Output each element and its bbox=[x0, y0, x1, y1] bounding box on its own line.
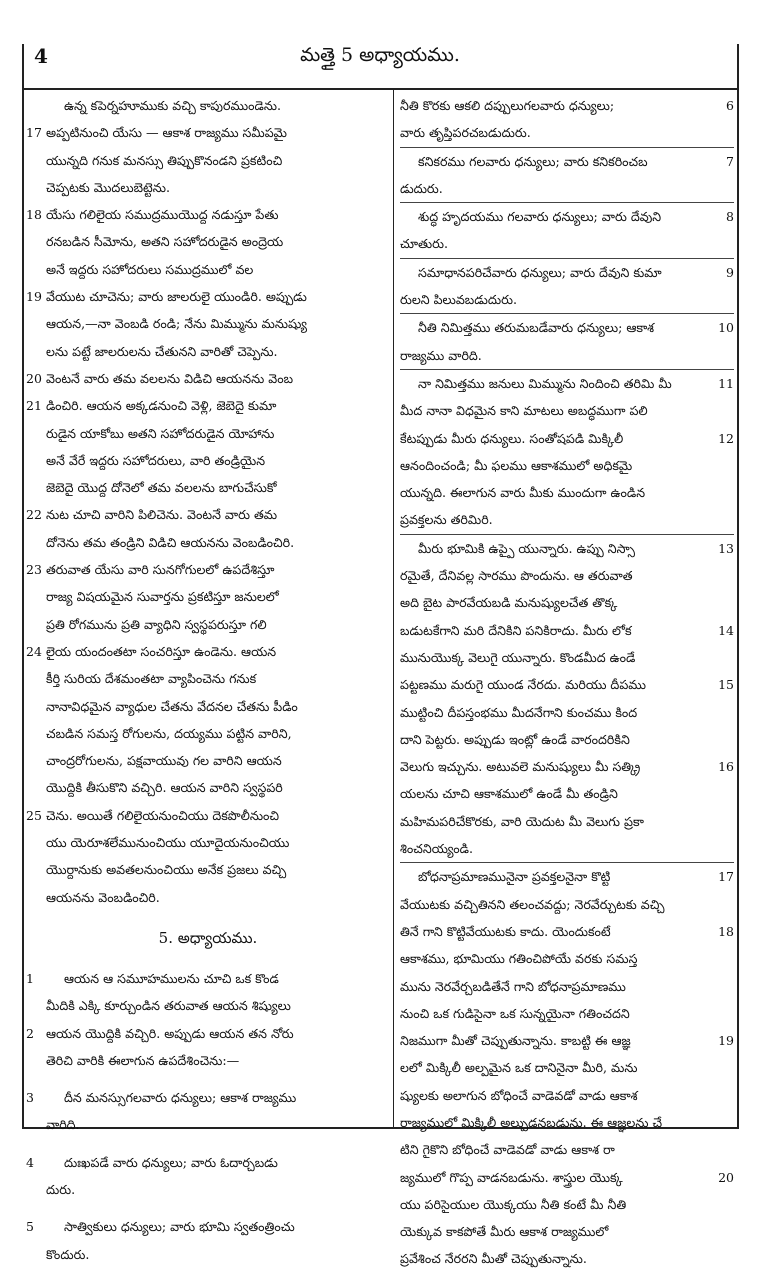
text-line bbox=[26, 638, 390, 665]
verse-text: రమైతే, దేనివల్ల సారము పొందును. ఆ తరువాత bbox=[400, 568, 633, 584]
verse-text: మీరు భూమికి ఉప్పై యున్నారు. ఉప్పు నిస్సా bbox=[418, 540, 635, 556]
verse-text: మీద నానా విధమైన కాని మాటలు అబద్ధముగా పలి bbox=[400, 403, 648, 419]
text-line bbox=[26, 829, 390, 856]
verse-text: అనే వేరే ఇద్దరు సహోదరులు, వారి తండ్రియైన bbox=[46, 452, 266, 468]
verse-text: యు పరిసైయుల యొక్కయు నీతి కంటే మీ నీతి bbox=[400, 1196, 627, 1212]
text-line bbox=[400, 562, 734, 589]
verse-text: డుదురు. bbox=[400, 180, 443, 196]
text-line bbox=[400, 589, 734, 616]
column-divider bbox=[393, 90, 394, 1127]
verse-text: ఆయన ఆ సమూహములను చూచి ఒక కొండ bbox=[64, 970, 279, 986]
verse-text: ప్రతి రోగమును ప్రతి వ్యాధిని స్వస్థపరుస్తూ గలి bbox=[46, 616, 267, 632]
text-line bbox=[400, 452, 734, 479]
verse-text: అప్పటినుంచి యేసు — ఆకాశ రాజ్యము సమీపమై bbox=[46, 125, 287, 141]
text-line bbox=[400, 1136, 734, 1163]
verse-number: 24 bbox=[26, 643, 42, 659]
verse-text: ఆయన యొద్దికి వచ్చిరి. అప్పుడు ఆయన తన నోరు bbox=[46, 1025, 294, 1041]
verse-text: వేయుట చూచెను; వారు జాలరులై యుండిరి. అప్పుడు bbox=[46, 289, 307, 305]
verse-text: లైయ యందంతటా సంచరిస్తూ ఉండెను. ఆయన bbox=[46, 643, 277, 659]
text-line bbox=[26, 92, 390, 119]
text-line bbox=[26, 338, 390, 365]
text-line bbox=[26, 283, 390, 310]
text-line bbox=[26, 884, 390, 911]
verse-text: దీన మనస్సుగలవారు ధన్యులు; ఆకాశ రాజ్యము bbox=[64, 1090, 297, 1106]
text-line bbox=[400, 891, 734, 918]
text-line bbox=[400, 1218, 734, 1245]
text-line bbox=[26, 1084, 390, 1111]
verse-text: చూతురు. bbox=[400, 236, 448, 252]
verse-number: 23 bbox=[26, 562, 42, 578]
text-line bbox=[400, 175, 734, 202]
text-line bbox=[26, 119, 390, 146]
verse-number: 9 bbox=[726, 264, 734, 280]
verse-text: వెలుగు ఇచ్చును. అటువలె మనుష్యులు మీ సత్క్రి bbox=[400, 759, 641, 775]
text-line bbox=[26, 611, 390, 638]
verse-text: యొద్దికి తీసుకొని వచ్చిరి. ఆయన వారిని స్వస్థపరి bbox=[46, 780, 283, 796]
verse-number: 21 bbox=[26, 398, 42, 414]
text-line bbox=[400, 671, 734, 698]
text-line bbox=[400, 479, 734, 506]
verse-text: చెప్పటకు మొదలుబెట్టెను. bbox=[46, 179, 170, 195]
text-line bbox=[26, 420, 390, 447]
verse-number: 8 bbox=[726, 209, 734, 225]
verse-text: అనే ఇద్దరు సహోదరులు సముద్రములో వల bbox=[46, 261, 254, 277]
verse-text: జెబెదై యొద్ద దోనెలో తమ వలలను బాగుచేసుకో bbox=[46, 480, 277, 496]
page-number: 4 bbox=[34, 44, 48, 68]
verse-text: అది బైట పారవేయబడి మనుష్యులచేత తొక్క bbox=[400, 595, 618, 611]
paragraph-gap bbox=[26, 1074, 390, 1084]
verse-text: ఆయనను వెంబడించిరి. bbox=[46, 889, 160, 905]
verse-text: మునుయొక్క వెలుగై యున్నారు. కొండమీద ఉండే bbox=[400, 649, 636, 665]
text-line bbox=[26, 665, 390, 692]
text-line bbox=[400, 92, 734, 119]
text-line bbox=[400, 425, 734, 452]
text-line bbox=[400, 119, 734, 146]
verse-number: 10 bbox=[718, 320, 734, 336]
verse-number: 20 bbox=[718, 1169, 734, 1185]
verse-number: 18 bbox=[718, 923, 734, 939]
verse-text: ప్రవేశించ నేరరని మీతో చెప్పుతున్నాను. bbox=[400, 1251, 587, 1267]
text-line bbox=[400, 1191, 734, 1218]
text-line bbox=[26, 174, 390, 201]
verse-number: 17 bbox=[26, 125, 42, 141]
verse-text: మును నెరవేర్చబడితేనే గాని బోధనాప్రమాణము bbox=[400, 978, 626, 994]
verse-text: ఉన్న కపెర్నహూముకు వచ్చి కాపురముండెను. bbox=[64, 98, 282, 113]
text-line bbox=[26, 501, 390, 528]
verse-text: దురు. bbox=[46, 1181, 76, 1197]
verse-text: సాత్వికులు ధన్యులు; వారు భూమి స్వతంత్రించు bbox=[64, 1219, 295, 1235]
verse-text: యెక్కువ కాకపోతే మీరు ఆకాశ రాజ్యములో bbox=[400, 1224, 609, 1240]
verse-text: నా నిమిత్తము జనులు మిమ్మును నిందించి తరిమి మీ bbox=[418, 375, 672, 391]
text-line bbox=[400, 230, 734, 257]
verse-text: చబడిన సమస్త రోగులను, దయ్యము పట్టిన వారిని, bbox=[46, 725, 292, 741]
text-line bbox=[400, 780, 734, 807]
text-line bbox=[26, 1047, 390, 1074]
text-line bbox=[26, 693, 390, 720]
verse-text: నిజముగా మీతో చెప్పుతున్నాను. కాబట్టి ఈ ఆజ్ఞ bbox=[400, 1033, 631, 1049]
text-line bbox=[400, 1054, 734, 1081]
verse-text: తరువాత యేసు వారి సునగోగులలో ఉపదేశిస్తూ bbox=[46, 562, 275, 578]
text-line bbox=[26, 965, 390, 992]
paragraph-gap bbox=[26, 1203, 390, 1213]
text-line bbox=[26, 1149, 390, 1176]
text-line bbox=[400, 148, 734, 175]
verse-number: 7 bbox=[726, 153, 734, 169]
verse-text: దాని పెట్టరు. అప్పుడు ఇంట్లో ఉండే వారందరికిని bbox=[400, 731, 630, 747]
verse-text: లను పట్టే జాలరులను చేతునని వారితో చెప్పెను. bbox=[46, 343, 278, 359]
text-line bbox=[400, 397, 734, 424]
text-line bbox=[26, 802, 390, 829]
text-line bbox=[26, 392, 390, 419]
verse-text: తెరిచి వారికి ఈలాగున ఉపదేశించెను:— bbox=[46, 1052, 240, 1068]
text-line bbox=[400, 617, 734, 644]
chapter-heading: 5. అధ్యాయము. bbox=[158, 928, 258, 947]
text-line bbox=[400, 753, 734, 780]
text-line bbox=[26, 147, 390, 174]
verse-text: ప్రవక్తలను తరిమిరి. bbox=[400, 512, 493, 528]
text-line bbox=[26, 747, 390, 774]
verse-text: టిని గైకొని బోధించే వాడెవడో వాడు ఆకాశ రా bbox=[400, 1142, 615, 1158]
text-line bbox=[400, 1109, 734, 1136]
verse-text: యున్నది. ఈలాగున వారు మీకు ముందుగా ఉండిన bbox=[400, 485, 646, 501]
verse-text: చెను. అయితే గలిలైయనుంచియు దెకపొలీనుంచి bbox=[46, 807, 280, 823]
verse-text: ఆకాశము, భూమియు గతించిపోయే వరకు సమస్త bbox=[400, 951, 638, 967]
verse-text: కొందురు. bbox=[46, 1246, 90, 1262]
header-rule bbox=[22, 88, 739, 90]
text-line bbox=[26, 992, 390, 1019]
text-line bbox=[400, 1082, 734, 1109]
verse-number: 17 bbox=[718, 869, 734, 885]
verse-number: 3 bbox=[26, 1090, 34, 1106]
page-title: మత్తై 5 అధ్యాయము. bbox=[300, 44, 460, 66]
verse-text: కనికరము గలవారు ధన్యులు; వారు కనికరించబ bbox=[418, 153, 648, 169]
text-line bbox=[26, 529, 390, 556]
text-line bbox=[26, 1213, 390, 1240]
right-text-column bbox=[400, 92, 734, 1273]
verse-number: 25 bbox=[26, 807, 42, 823]
text-line bbox=[26, 310, 390, 337]
verse-text: యు యెరూశలేమునుంచియు యూదైయనుంచియు bbox=[46, 835, 290, 851]
verse-text: నీతి నిమిత్తము తరుమబడేవారు ధన్యులు; ఆకాశ bbox=[418, 320, 655, 336]
text-line bbox=[400, 342, 734, 369]
text-line bbox=[400, 1245, 734, 1272]
verse-text: వారు తృప్తిపరచబడుదురు. bbox=[400, 125, 531, 141]
verse-number: 20 bbox=[26, 370, 42, 386]
verse-text: యొర్దానుకు అవతలనుంచియు అనేక ప్రజలు వచ్చి bbox=[46, 862, 287, 878]
text-line bbox=[400, 863, 734, 890]
text-line bbox=[26, 583, 390, 610]
text-line bbox=[400, 370, 734, 397]
text-line bbox=[400, 506, 734, 533]
verse-text: డించిరి. ఆయన అక్కడనుంచి వెళ్లి, జెబెదై కుమా bbox=[46, 398, 277, 414]
verse-text: శించనియ్యండి. bbox=[400, 841, 473, 857]
paragraph-gap bbox=[26, 1139, 390, 1149]
verse-text: రాజ్యము వారిది. bbox=[400, 347, 482, 363]
verse-number: 4 bbox=[26, 1154, 34, 1170]
text-line bbox=[400, 535, 734, 562]
verse-text: వెంటనే వారు తమ వలలను విడిచి ఆయనను వెంబ bbox=[46, 370, 294, 386]
text-line bbox=[26, 1176, 390, 1203]
verse-text: ఆయన,—నా వెంబడి రండి; నేను మిమ్మును మనుష్యు bbox=[46, 316, 307, 332]
verse-text: యలను చూచి ఆకాశములో ఉండే మీ తండ్రిని bbox=[400, 786, 618, 802]
text-line bbox=[400, 726, 734, 753]
text-line bbox=[26, 856, 390, 883]
verse-text: ముట్టించి దీపస్తంభము మీదనేగాని కుంచము కింద bbox=[400, 704, 638, 720]
text-line bbox=[400, 699, 734, 726]
verse-text: రాజ్య విషయమైన సువార్తను ప్రకటిస్తూ జనులలో bbox=[46, 589, 279, 605]
verse-text: నుంచి ఒక గుడిసైనా ఒక సున్నయైనా గతించదని bbox=[400, 1005, 630, 1021]
verse-text: మహిమపరిచేకొరకు, వారి యెదుట మీ వెలుగు ప్రకా bbox=[400, 813, 644, 829]
verse-text: శుద్ధ హృదయము గలవారు ధన్యులు; వారు దేవుని bbox=[418, 209, 662, 225]
verse-number: 5 bbox=[26, 1219, 34, 1235]
text-line bbox=[26, 1111, 390, 1138]
verse-number: 16 bbox=[718, 759, 734, 775]
verse-number: 13 bbox=[718, 540, 734, 556]
text-line bbox=[400, 314, 734, 341]
verse-number: 12 bbox=[718, 430, 734, 446]
page-frame-right bbox=[737, 44, 739, 1129]
verse-text: చాంద్రరోగులను, పక్షవాయువు గల వారిని ఆయన bbox=[46, 753, 282, 769]
verse-text: తినే గాని కొట్టివేయుటకు కాదు. యెందుకంటే bbox=[400, 923, 611, 939]
text-line bbox=[400, 1164, 734, 1191]
text-line bbox=[400, 973, 734, 1000]
verse-text: దుఃఖపడే వారు ధన్యులు; వారు ఓదార్చబడు bbox=[64, 1154, 278, 1170]
verse-text: మీదికి ఎక్కి కూర్చుండిన తరువాత ఆయన శిష్యులు bbox=[46, 998, 291, 1014]
verse-number: 1 bbox=[26, 970, 34, 986]
text-line bbox=[400, 945, 734, 972]
text-line bbox=[26, 365, 390, 392]
text-line bbox=[400, 1000, 734, 1027]
text-line bbox=[400, 918, 734, 945]
verse-text: ష్యులకు అలాగున బోధించే వాడెవడో వాడు ఆకాశ bbox=[400, 1087, 638, 1103]
text-line bbox=[26, 556, 390, 583]
verse-text: రాజ్యములో మిక్కిలీ అల్పుడనబడును. ఈ ఆజ్ఞలను చే bbox=[400, 1114, 663, 1130]
text-line bbox=[400, 644, 734, 671]
text-line bbox=[400, 835, 734, 862]
verse-text: కేటప్పుడు మీరు ధన్యులు. సంతోషపడి మిక్కిలీ bbox=[400, 430, 624, 446]
verse-text: వేయుటకు వచ్చితినని తలంచవద్దు; నెరవేర్చుటకు వచ్చి bbox=[400, 896, 665, 912]
verse-text: యున్నది గనుక మనస్సు తిప్పుకొనండని ప్రకటించి bbox=[46, 152, 283, 168]
text-line bbox=[400, 259, 734, 286]
verse-text: బోధనాప్రమాణమునైనా ప్రవక్తలనైనా కొట్టి bbox=[418, 869, 611, 885]
verse-text: బడుటకేగాని మరి దేనికిని పనికిరాదు. మీరు లోక bbox=[400, 622, 632, 638]
verse-number: 19 bbox=[718, 1033, 734, 1049]
verse-number: 6 bbox=[726, 98, 734, 113]
verse-text: రనబడిన సీమోను, అతని సహోదరుడైన అంద్రెయ bbox=[46, 234, 284, 250]
verse-text: నానావిధమైన వ్యాధుల చేతను వేదనల చేతను పీడిం bbox=[46, 698, 298, 714]
verse-text: రుడైన యాకోబు అతని సహోదరుడైన యోహాను bbox=[46, 425, 275, 441]
verse-text: నుట చూచి వారిని పిలిచెను. వెంటనే వారు తమ bbox=[46, 507, 278, 523]
text-line bbox=[26, 720, 390, 747]
left-text-column bbox=[26, 92, 390, 1268]
text-line bbox=[26, 774, 390, 801]
verse-text: నీతి కొరకు ఆకలి దప్పులుగలవారు ధన్యులు; bbox=[400, 98, 615, 113]
text-line bbox=[26, 201, 390, 228]
verse-text: వారిది. bbox=[46, 1117, 80, 1133]
text-line bbox=[26, 447, 390, 474]
verse-number: 11 bbox=[718, 375, 734, 391]
verse-number: 15 bbox=[718, 677, 734, 693]
text-line bbox=[26, 228, 390, 255]
text-line bbox=[26, 474, 390, 501]
page-frame-left bbox=[22, 44, 24, 1129]
verse-text: ఆనందించండి; మీ ఫలము ఆకాశములో అధికమై bbox=[400, 457, 633, 473]
verse-text: యేసు గలిలైయ సముద్రముయొద్ద నడుస్తూ పేతు bbox=[46, 207, 279, 223]
text-line bbox=[26, 256, 390, 283]
verse-text: లలో మిక్కిలీ అల్పమైన ఒక దానినైనా మీరి, మను bbox=[400, 1060, 638, 1076]
text-line bbox=[400, 203, 734, 230]
verse-text: పట్టణము మరుగై యుండ నేరదు. మరియు దీపము bbox=[400, 677, 646, 693]
verse-text: దోనెను తమ తండ్రిని విడిచి ఆయనను వెంబడించిరి. bbox=[46, 534, 295, 550]
verse-number: 19 bbox=[26, 289, 42, 305]
text-line bbox=[400, 1027, 734, 1054]
text-line bbox=[400, 286, 734, 313]
text-line bbox=[26, 1020, 390, 1047]
verse-number: 14 bbox=[718, 622, 734, 638]
verse-number: 2 bbox=[26, 1025, 34, 1041]
verse-number: 18 bbox=[26, 207, 42, 223]
text-line bbox=[400, 808, 734, 835]
verse-text: సమాధానపరిచేవారు ధన్యులు; వారు దేవుని కుమా bbox=[418, 264, 662, 280]
verse-text: రులని పిలువబడుదురు. bbox=[400, 292, 517, 308]
verse-text: జ్యములో గొప్ప వాడనబడును. శాస్త్రుల యొక్క bbox=[400, 1169, 623, 1185]
text-line bbox=[26, 1241, 390, 1268]
verse-number: 22 bbox=[26, 507, 42, 523]
verse-text: కీర్తి సురియ దేశమంతటా వ్యాపించెను గనుక bbox=[46, 671, 257, 687]
